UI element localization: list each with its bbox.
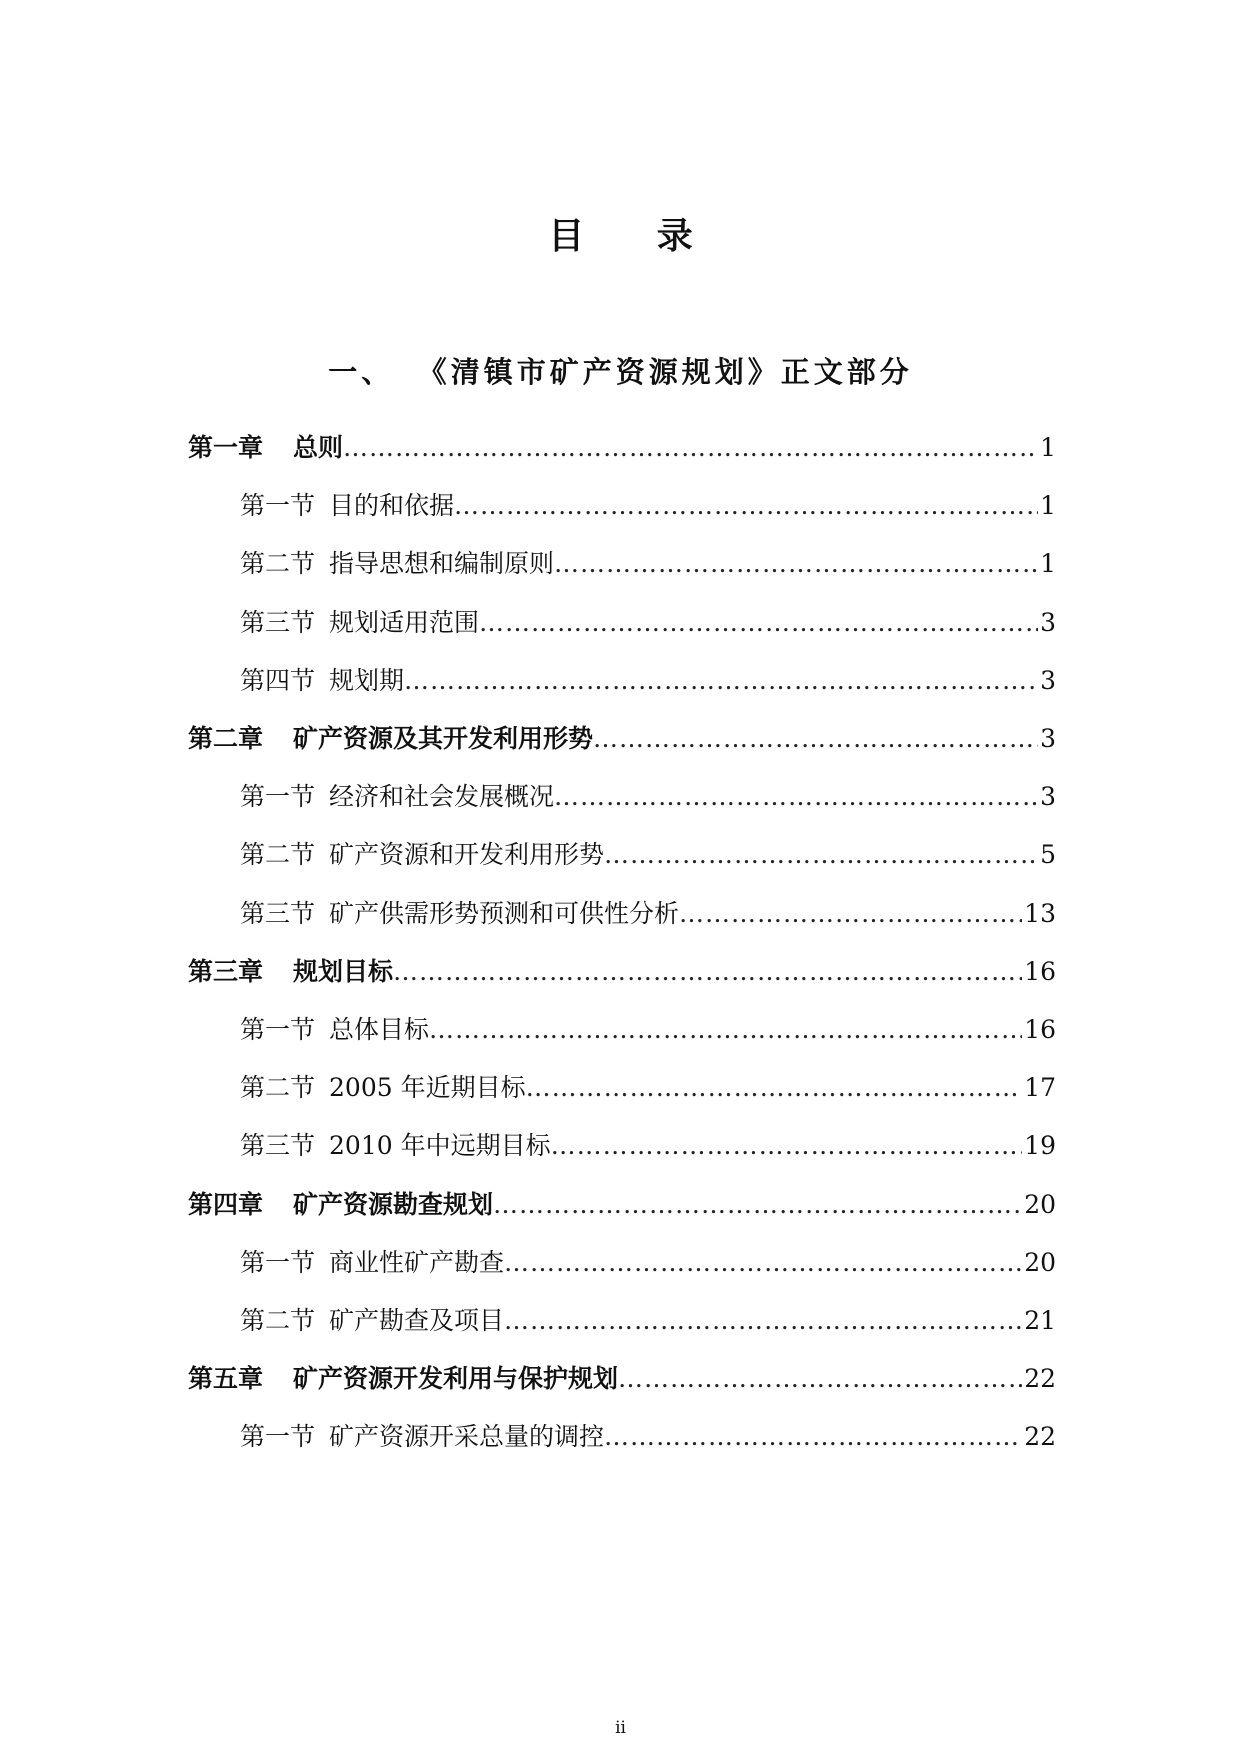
toc-entry-number: 第一节 [240, 1247, 316, 1277]
toc-dot-leader [618, 1363, 1022, 1395]
toc-entry-page: 3 [1040, 724, 1056, 753]
toc-entry-title: 经济和社会发展概况 [329, 782, 555, 812]
toc-dot-leader [393, 956, 1022, 988]
toc-entry-title: 矿产供需形势预测和可供性分析 [329, 898, 680, 928]
toc-entry-number: 第一节 [240, 491, 316, 521]
toc-entry-number: 第三节 [240, 1131, 316, 1161]
toc-entry-page: 17 [1024, 1073, 1056, 1103]
toc-entry-title: 规划目标 [293, 956, 394, 986]
toc-entry-title: 2010 年中远期目标 [329, 1131, 551, 1161]
toc-section-entry[interactable] [188, 599, 1056, 639]
toc-dot-leader [343, 432, 1038, 464]
toc-section-entry[interactable] [188, 657, 1056, 697]
toc-entry-number: 第二节 [240, 840, 316, 870]
toc-entry-page: 3 [1040, 607, 1056, 637]
toc-entry-number: 第四章 [188, 1189, 264, 1219]
toc-chapter-entry[interactable] [188, 424, 1056, 464]
toc-entry-title: 总体目标 [329, 1015, 430, 1044]
toc-entry-title: 矿产资源及其开发利用形势 [293, 724, 594, 753]
toc-dot-leader [504, 1305, 1022, 1337]
toc-dot-leader [454, 490, 1038, 522]
toc-entry-page: 20 [1024, 1189, 1056, 1219]
toc-entry-page: 3 [1040, 665, 1056, 695]
toc-entry-title: 矿产勘查及项目 [329, 1306, 505, 1335]
toc-entry-number: 第三章 [188, 956, 264, 986]
toc-section-entry[interactable] [188, 1064, 1056, 1104]
toc-entry-number: 第一节 [240, 1015, 316, 1044]
toc-entry-title: 矿产资源开发利用与保护规划 [293, 1364, 619, 1394]
section-heading [0, 352, 1241, 392]
toc-entry-page: 21 [1024, 1306, 1056, 1335]
toc-entry-page: 19 [1024, 1131, 1056, 1161]
toc-entry-title: 矿产资源开采总量的调控 [329, 1422, 605, 1452]
toc-entry-page: 16 [1024, 1015, 1056, 1044]
toc-chapter-entry[interactable] [188, 948, 1056, 988]
toc-entry-number: 第五章 [188, 1364, 264, 1394]
toc-dot-leader [604, 1421, 1022, 1453]
toc-entry-title: 规划适用范围 [329, 607, 480, 637]
toc-entry-number: 第一节 [240, 782, 316, 812]
section-heading-number: 一、 [328, 355, 395, 389]
toc-entry-title: 总则 [293, 433, 344, 462]
toc-dot-leader [429, 1014, 1022, 1046]
toc-entry-page: 22 [1024, 1422, 1056, 1452]
toc-entry-number: 第三节 [240, 898, 316, 928]
toc-entry-number: 第二节 [240, 1073, 316, 1103]
toc-entry-page: 1 [1040, 433, 1056, 462]
toc-section-entry[interactable] [188, 1006, 1056, 1046]
toc-dot-leader [554, 781, 1038, 813]
toc-dot-leader [593, 723, 1038, 755]
toc-entry-title: 矿产资源和开发利用形势 [329, 840, 605, 870]
toc-chapter-entry[interactable] [188, 1355, 1056, 1395]
toc-entry-number: 第一章 [188, 433, 264, 462]
toc-section-entry[interactable] [188, 540, 1056, 580]
toc-entry-page: 1 [1040, 491, 1056, 521]
toc-chapter-entry[interactable] [188, 1181, 1056, 1221]
toc-dot-leader [493, 1189, 1022, 1221]
toc-section-entry[interactable] [188, 890, 1056, 930]
toc-title: 目 录 [548, 216, 723, 257]
toc-dot-leader [679, 898, 1022, 930]
toc-section-entry[interactable] [188, 1297, 1056, 1337]
toc-dot-leader [551, 1130, 1023, 1162]
section-heading-text: 《清镇市矿产资源规划》正文部分 [432, 355, 913, 389]
toc-entry-page: 22 [1024, 1364, 1056, 1394]
toc-entry-title: 规划期 [329, 665, 405, 695]
toc-dot-leader [504, 1247, 1022, 1279]
toc-entry-page: 1 [1040, 549, 1056, 579]
toc-section-entry[interactable] [188, 1122, 1056, 1162]
toc-section-entry[interactable] [188, 1413, 1056, 1453]
toc-entry-title: 矿产资源勘查规划 [293, 1189, 494, 1219]
toc-entry-page: 20 [1024, 1247, 1056, 1277]
toc-entry-number: 第二章 [188, 724, 264, 753]
toc-section-entry[interactable] [188, 831, 1056, 871]
toc-section-entry[interactable] [188, 482, 1056, 522]
toc-dot-leader [554, 548, 1038, 580]
toc-entry-number: 第四节 [240, 665, 316, 695]
toc-entry-page: 3 [1040, 782, 1056, 812]
toc-entry-page: 13 [1024, 898, 1056, 928]
toc-chapter-entry[interactable] [188, 715, 1056, 755]
toc-entry-title: 商业性矿产勘查 [329, 1247, 505, 1277]
toc-entry-number: 第二节 [240, 1306, 316, 1335]
toc-entry-number: 第三节 [240, 607, 316, 637]
toc-entry-number: 第二节 [240, 549, 316, 579]
toc-dot-leader [526, 1072, 1023, 1104]
toc-entry-page: 16 [1024, 956, 1056, 986]
toc-entry-title: 2005 年近期目标 [329, 1073, 526, 1103]
toc-entry-number: 第一节 [240, 1422, 316, 1452]
toc-dot-leader [479, 607, 1038, 639]
toc-dot-leader [404, 665, 1038, 697]
toc-entry-page: 5 [1040, 840, 1056, 870]
toc-section-entry[interactable] [188, 773, 1056, 813]
toc-entry-title: 目的和依据 [329, 491, 455, 521]
toc-section-entry[interactable] [188, 1239, 1056, 1279]
toc-dot-leader [604, 839, 1038, 871]
page-number: ii [615, 1718, 626, 1738]
toc-entry-title: 指导思想和编制原则 [329, 549, 555, 579]
